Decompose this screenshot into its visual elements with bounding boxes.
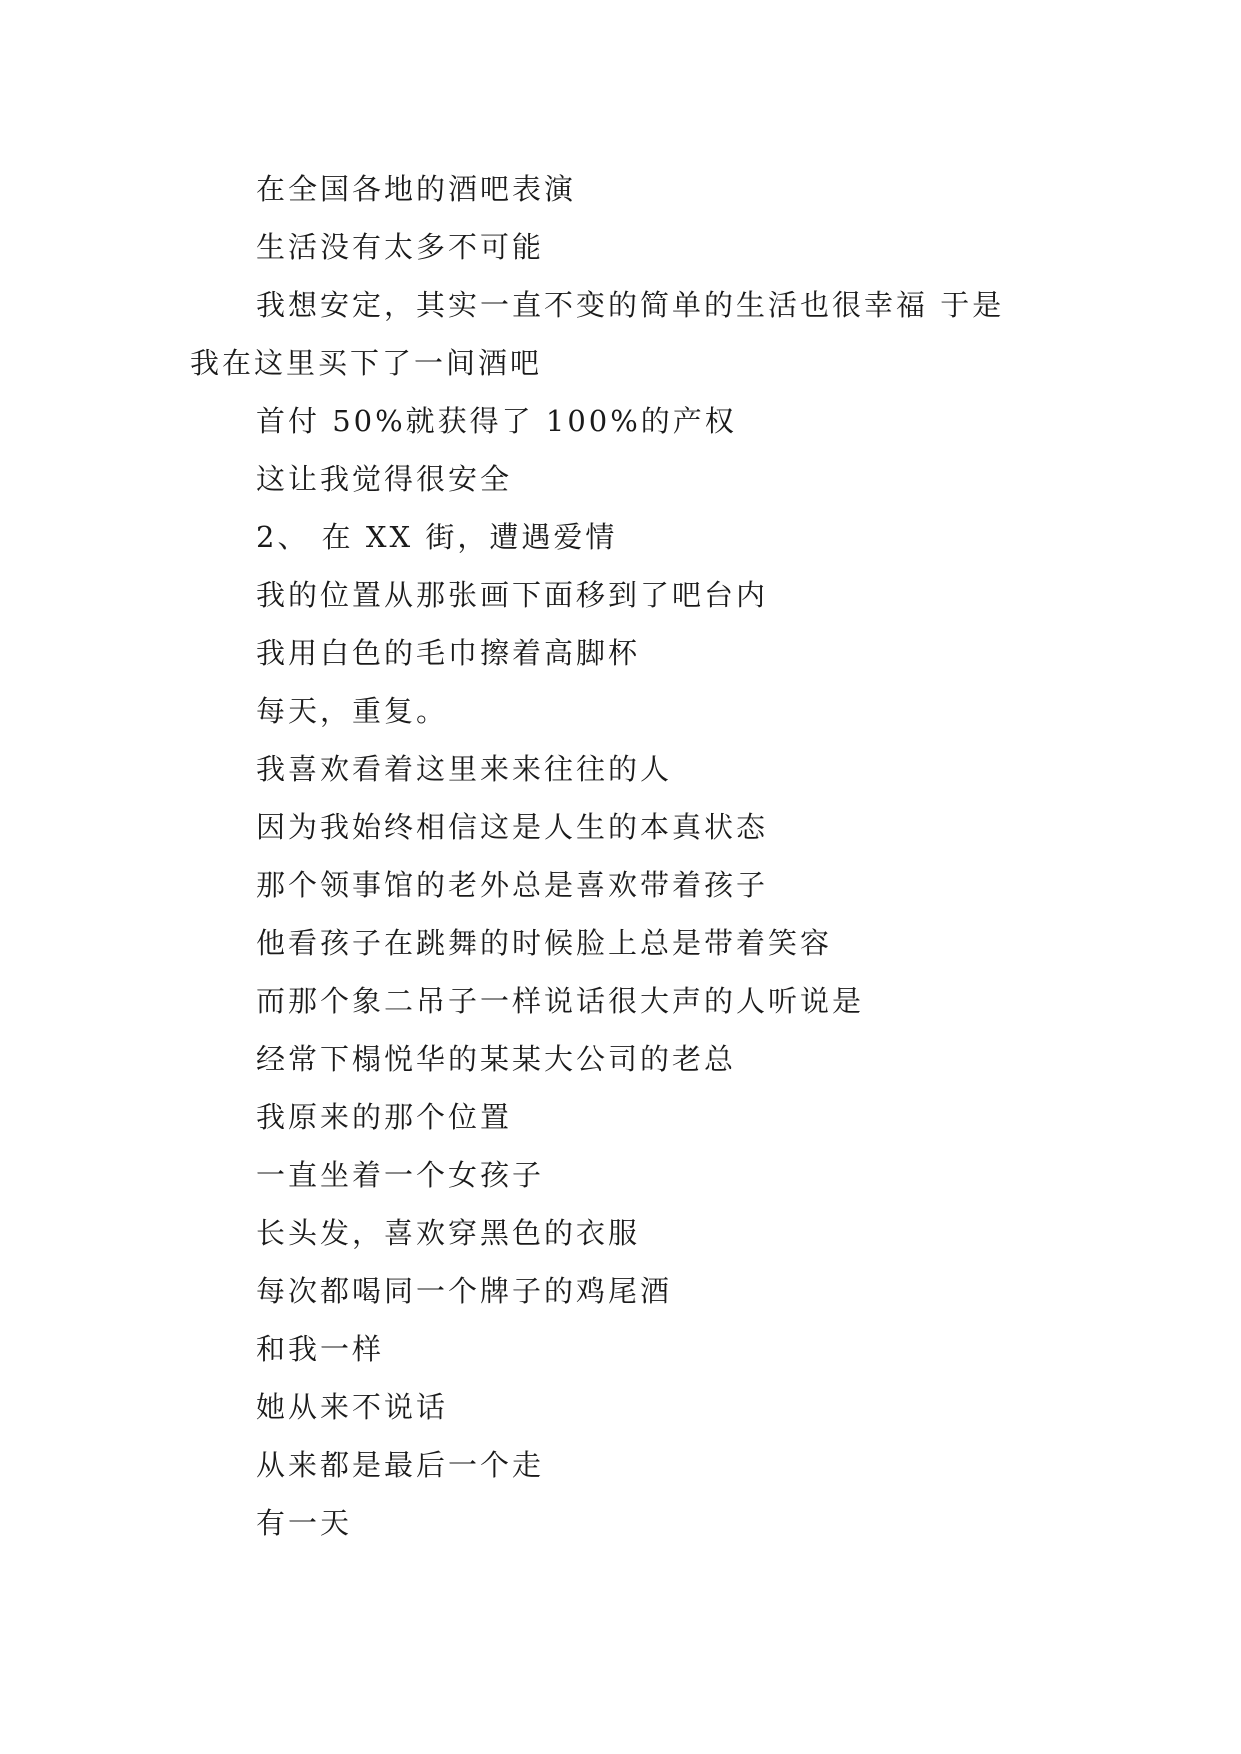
text-line: 而那个象二吊子一样说话很大声的人听说是 (256, 984, 865, 1018)
text-line: 每次都喝同一个牌子的鸡尾酒 (256, 1274, 673, 1308)
text-line: 长头发，喜欢穿黑色的衣服 (256, 1216, 641, 1250)
text-line: 一直坐着一个女孩子 (256, 1158, 545, 1192)
text-line: 我原来的那个位置 (256, 1100, 513, 1134)
text-line: 她从来不说话 (256, 1390, 449, 1424)
text-line: 从来都是最后一个走 (256, 1448, 545, 1482)
text-line: 每天，重复。 (256, 694, 449, 728)
text-line: 我喜欢看着这里来来往往的人 (256, 752, 673, 786)
text-line: 我用白色的毛巾擦着高脚杯 (256, 636, 641, 670)
text-line: 因为我始终相信这是人生的本真状态 (256, 810, 769, 844)
text-line: 在全国各地的酒吧表演 (256, 172, 577, 206)
text-line: 我的位置从那张画下面移到了吧台内 (256, 578, 769, 612)
document-body (190, 160, 1070, 1552)
section-heading: 2、 在 XX 街，遭遇爱情 (256, 520, 618, 554)
text-line: 这让我觉得很安全 (256, 462, 513, 496)
text-line: 和我一样 (256, 1332, 385, 1366)
text-line: 生活没有太多不可能 (256, 230, 545, 264)
text-line: 他看孩子在跳舞的时候脸上总是带着笑容 (256, 926, 833, 960)
text-line: 首付 50%就获得了 100%的产权 (256, 404, 737, 438)
text-line: 那个领事馆的老外总是喜欢带着孩子 (256, 868, 769, 902)
text-line: 经常下榻悦华的某某大公司的老总 (256, 1042, 737, 1076)
text-line: 有一天 (256, 1506, 353, 1540)
text-line: 我在这里买下了一间酒吧 (190, 346, 543, 380)
text-line: 我想安定，其实一直不变的简单的生活也很幸福 于是 (256, 288, 1005, 322)
